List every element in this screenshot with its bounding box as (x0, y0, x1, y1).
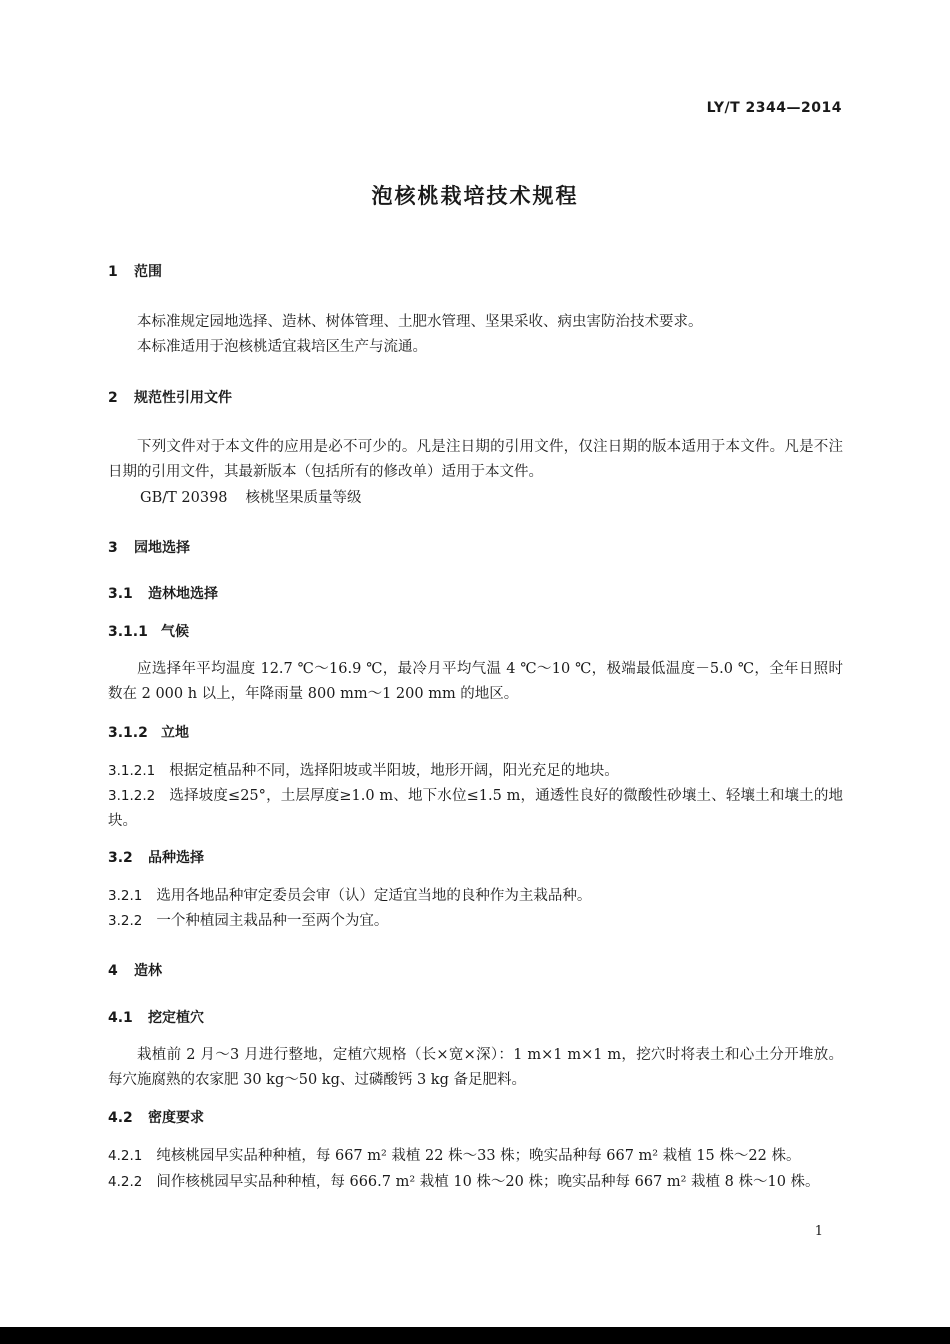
paragraph: 栽植前 2 月～3 月进行整地，定植穴规格（长×宽×深）：1 m×1 m×1 m，挖穴时将表土和心土分开堆放。每穴施腐熟的农家肥 30 kg～50 kg、过磷酸钙 3 kg 备足肥料。 (108, 1047, 843, 1088)
clause (108, 784, 843, 834)
bottom-border-bar (0, 1327, 950, 1344)
subsection-4-1-heading (108, 1008, 204, 1028)
subsection-number: 3.1 (108, 586, 133, 602)
clause-text: 选择坡度≤25°，土层厚度≥1.0 m、地下水位≤1.5 m，通透性良好的微酸性砂壤土、轻壤土和壤土的地块。 (108, 788, 843, 829)
section-number: 4 (108, 963, 118, 979)
normative-reference (140, 486, 362, 511)
clause-number: 3.1.2.1 (108, 763, 156, 779)
clause-text: 选用各地品种审定委员会审（认）定适宜当地的良种作为主栽品种。 (156, 888, 592, 904)
paragraph: 本标准适用于泡核桃适宜栽培区生产与流通。 (137, 339, 427, 355)
subsection-3-1-heading (108, 584, 218, 604)
standard-code: LY/T 2344—2014 (706, 100, 842, 116)
clause (108, 1170, 843, 1195)
subsection-title: 立地 (161, 725, 189, 741)
subsection-3-1-2-heading (108, 723, 189, 743)
section-number: 1 (108, 264, 118, 280)
clause (108, 909, 843, 934)
clause-text: 根据定植品种不同，选择阳坡或半阳坡，地形开阔，阳光充足的地块。 (169, 763, 619, 779)
subsection-number: 3.2 (108, 850, 133, 866)
page-number: 1 (814, 1224, 823, 1239)
section-title: 规范性引用文件 (134, 390, 232, 406)
subsection-title: 气候 (161, 624, 189, 640)
section-title: 范围 (134, 264, 162, 280)
clause-text: 一个种植园主栽品种一至两个为宜。 (156, 913, 389, 929)
section-number: 3 (108, 540, 118, 556)
clause-number: 3.2.1 (108, 888, 143, 904)
clause (108, 884, 843, 909)
section-3-heading (108, 538, 190, 558)
clause-number: 4.2.2 (108, 1174, 143, 1190)
subsection-3-1-1-heading (108, 622, 189, 642)
clause-number: 3.1.2.2 (108, 788, 156, 804)
clause-number: 4.2.1 (108, 1148, 143, 1164)
subsection-4-2-heading (108, 1108, 204, 1128)
subsection-number: 4.1 (108, 1010, 133, 1026)
section-2-heading (108, 388, 232, 408)
section-number: 2 (108, 390, 118, 406)
paragraph: 下列文件对于本文件的应用是必不可少的。凡是注日期的引用文件，仅注日期的版本适用于本文件。凡是不注日期的引用文件，其最新版本（包括所有的修改单）适用于本文件。 (108, 439, 843, 480)
subsection-title: 造林地选择 (148, 586, 218, 602)
reference-title: 核桃坚果质量等级 (245, 490, 362, 506)
clause-text: 纯核桃园早实品种种植，每 667 m² 栽植 22 株～33 株；晚实品种每 667 m² 栽植 15 株～22 株。 (156, 1148, 801, 1164)
clause-text: 间作核桃园早实品种种植，每 666.7 m² 栽植 10 株～20 株；晚实品种每 667 m² 栽植 8 株～10 株。 (156, 1174, 820, 1190)
paragraph: 本标准规定园地选择、造林、树体管理、土肥水管理、坚果采收、病虫害防治技术要求。 (137, 314, 703, 330)
section-4-heading (108, 961, 162, 981)
subsection-title: 品种选择 (148, 850, 204, 866)
clause-number: 3.2.2 (108, 913, 143, 929)
subsection-3-2-heading (108, 848, 204, 868)
paragraph: 应选择年平均温度 12.7 ℃～16.9 ℃，最冷月平均气温 4 ℃～10 ℃，极端最低温度－5.0 ℃，全年日照时数在 2 000 h 以上，年降雨量 800 mm～1 200 mm 的地区。 (108, 661, 843, 702)
document-title: 泡核桃栽培技术规程 (371, 184, 579, 208)
reference-code: GB/T 20398 (140, 490, 228, 506)
section-title: 园地选择 (134, 540, 190, 556)
subsection-title: 挖定植穴 (148, 1010, 204, 1026)
section-title: 造林 (134, 963, 162, 979)
section-1-heading (108, 262, 162, 282)
subsection-number: 3.1.2 (108, 725, 148, 741)
subsection-number: 3.1.1 (108, 624, 148, 640)
clause (108, 759, 843, 784)
subsection-title: 密度要求 (148, 1110, 204, 1126)
subsection-number: 4.2 (108, 1110, 133, 1126)
clause (108, 1144, 843, 1169)
